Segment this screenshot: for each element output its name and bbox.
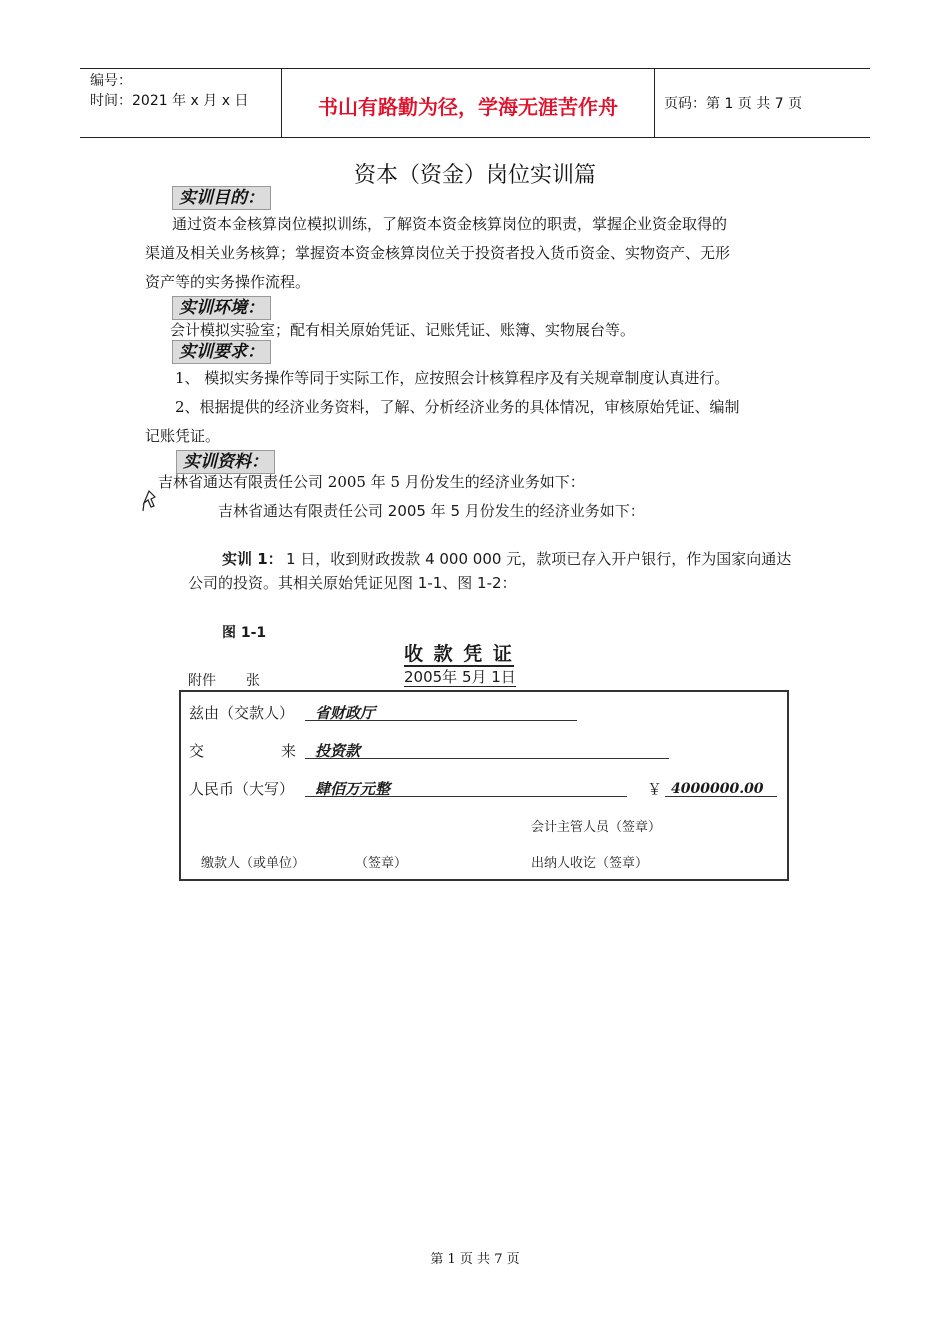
case-line-2: 公司的投资。其相关原始凭证见图 1-1、图 1-2： — [188, 574, 517, 592]
page-title: 资本（资金）岗位实训篇 — [353, 163, 596, 188]
payer-label: 兹由（交款人） — [189, 704, 295, 722]
supervisor-sign: 会计主管人员（签章） — [531, 820, 662, 835]
payer-unit-label: 缴款人（或单位） — [201, 856, 306, 871]
requirements-tag: 实训要求： — [172, 340, 271, 364]
page-footer: 第 1 页 共 7 页 — [430, 1252, 520, 1267]
amount-number-field — [665, 778, 777, 797]
payer-field — [305, 702, 577, 721]
doc-time: 时间：2021 年 x 月 x 日 — [90, 93, 249, 109]
requirement-2-line-2: 记账凭证。 — [145, 427, 221, 445]
header-right-cell — [654, 69, 870, 137]
amount-words-label: 人民币（大写） — [189, 780, 295, 798]
materials-tag: 实训资料： — [176, 450, 275, 474]
materials-intro: 吉林省通达有限责任公司 2005 年 5 月份发生的经济业务如下： — [158, 473, 585, 491]
receipt-voucher — [179, 690, 789, 881]
purpose-label-a: 交 — [189, 742, 205, 760]
page-info: 页码：第 1 页 共 7 页 — [664, 96, 803, 112]
requirement-2-line-1: 2、根据提供的经济业务资料，了解、分析经济业务的具体情况，审核原始凭证、编制 — [175, 398, 740, 416]
amount-words-field — [305, 778, 627, 797]
payer-sign: （签章） — [355, 856, 408, 871]
doc-number: 编号： — [90, 73, 132, 89]
objective-line-1: 通过资本金核算岗位模拟训练，了解资本资金核算岗位的职责，掌握企业资金取得的 — [172, 215, 728, 233]
objective-tag: 实训目的： — [172, 186, 271, 210]
purpose-label-b: 来 — [281, 742, 297, 760]
amount-words-value: 肆佰万元整 — [315, 780, 391, 798]
attach-unit: 张 — [246, 673, 260, 689]
case-line-1: 1 日，收到财政拨款 4 000 000 元，款项已存入开户银行，作为国家向通达 — [286, 550, 792, 568]
voucher-date: 2005年 5月 1日 — [404, 668, 516, 686]
environment-text: 会计模拟实验室；配有相关原始凭证、记账凭证、账簿、实物展台等。 — [170, 321, 636, 339]
motto: 书山有路勤为径，学海无涯苦作舟 — [318, 95, 618, 119]
case-label: 实训 1： — [222, 550, 283, 568]
cashier-sign: 出纳人收讫（签章） — [531, 856, 649, 871]
header-left-cell — [80, 69, 280, 137]
header-motto-cell — [281, 69, 655, 137]
scan-intro: 吉林省通达有限责任公司 2005 年 5 月份发生的经济业务如下： — [218, 502, 645, 520]
yuan-symbol: ￥ — [647, 780, 663, 798]
objective-line-2: 渠道及相关业务核算；掌握资本资金核算岗位关于投资者投入货币资金、实物资产、无形 — [145, 244, 731, 262]
amount-number-value: 4000000.00 — [671, 781, 764, 797]
requirement-1: 1、 模拟实务操作等同于实际工作，应按照会计核算程序及有关规章制度认真进行。 — [175, 369, 730, 387]
figure-label: 图 1-1 — [222, 625, 267, 641]
attach-label: 附件 — [188, 673, 216, 689]
environment-tag: 实训环境： — [172, 296, 271, 320]
header-table — [80, 68, 870, 138]
anchor-icon — [140, 490, 158, 512]
purpose-field — [305, 740, 669, 759]
voucher-title: 收 款 凭 证 — [404, 643, 514, 665]
purpose-value: 投资款 — [315, 742, 361, 760]
payer-value: 省财政厅 — [315, 704, 376, 722]
objective-line-3: 资产等的实务操作流程。 — [145, 273, 311, 291]
